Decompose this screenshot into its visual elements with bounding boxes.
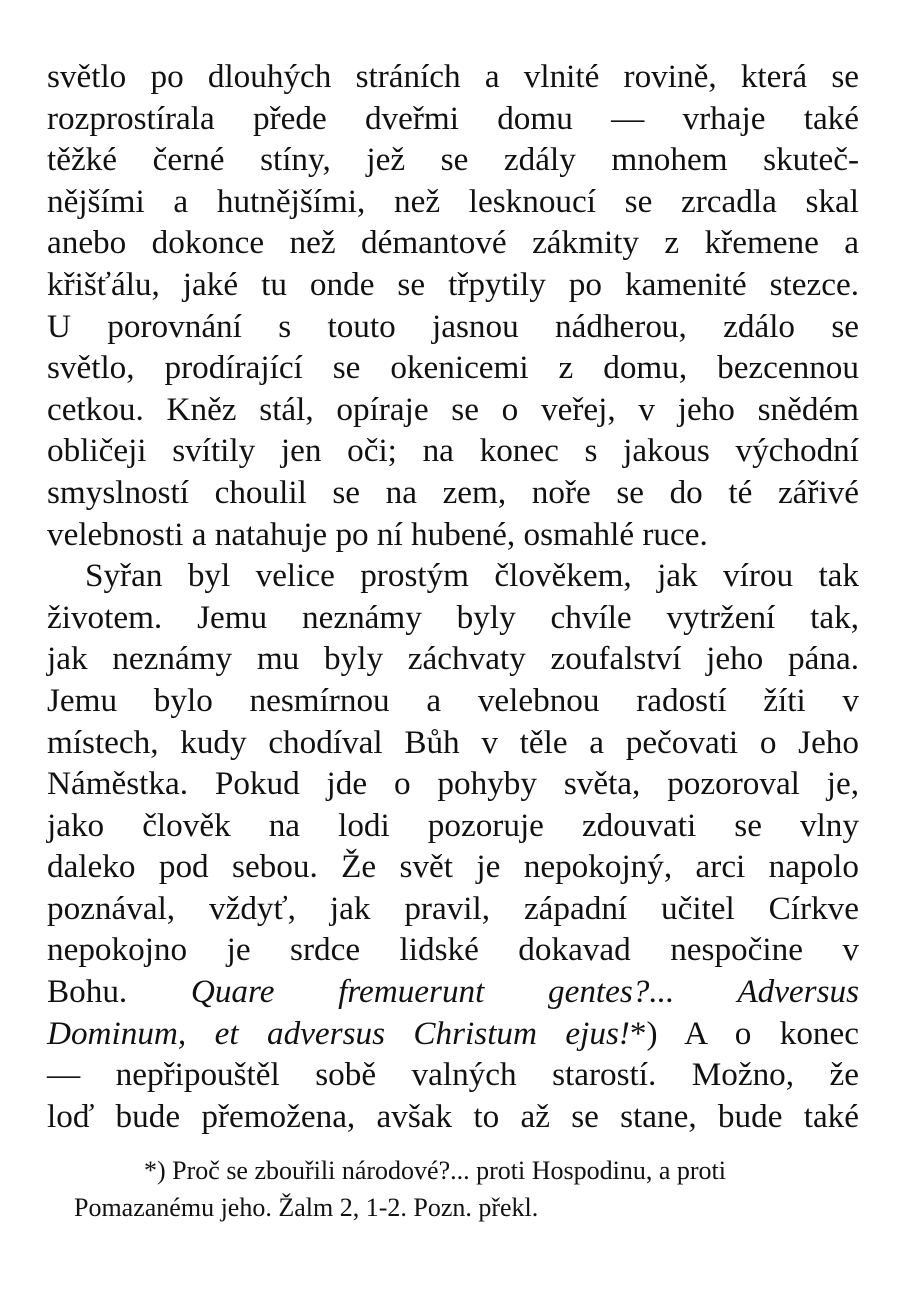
text-line-latin-quote: [47, 971, 859, 1013]
text-segment: Bohu.: [47, 973, 191, 1011]
text-line: Syřan byl velice prostým člověkem, jak vírou tak: [85, 557, 859, 595]
text-line: nepokojno je srdce lidské dokavad nespočine v: [47, 931, 859, 969]
latin-quote: Quare fremuerunt gentes?... Adversus: [190, 973, 859, 1011]
text-line: nějšími a hutnějšími, než lesknoucí se zrcadla skal: [47, 182, 859, 220]
text-line: křišťálu, jaké tu onde se třpytily po kamenité stezce.: [47, 265, 859, 303]
text-line: jako člověk na lodi pozoruje zdouvati se vlny: [47, 806, 859, 844]
text-line: poznával, vždyť, jak pravil, západní učitel Církve: [47, 889, 859, 927]
text-line: U porovnání s touto jasnou nádherou, zdálo se: [47, 307, 859, 345]
text-line: Jemu bylo nesmírnou a velebnou radostí žíti v: [47, 681, 859, 719]
paragraph-1: [47, 56, 859, 555]
footnote: [74, 1152, 834, 1226]
text-line: světlo po dlouhých stráních a vlnité rovině, která se: [47, 58, 859, 95]
text-line: životem. Jemu neznámy byly chvíle vytržení tak,: [47, 598, 859, 636]
text-line: těžké černé stíny, jež se zdály mnohem skuteč-: [47, 141, 859, 179]
text-line: cetkou. Kněz stál, opíraje se o veřej, v jeho snědém: [47, 390, 859, 428]
text-line: daleko pod sebou. Že svět je nepokojný, arci napolo: [47, 848, 859, 886]
text-line: místech, kudy chodíval Bůh v těle a pečovati o Jeho: [47, 723, 859, 761]
text-line: velebnosti a natahuje po ní hubené, osmahlé ruce.: [47, 515, 708, 553]
text-line: obličeji svítily jen oči; na konec s jakous východní: [47, 432, 859, 470]
text-line: světlo, prodírající se okenicemi z domu, bezcennou: [47, 349, 859, 387]
text-line: smyslností choulil se na zem, noře se do té zářivé: [47, 473, 859, 511]
text-line: loď bude přemožena, avšak to až se stane, bude také: [47, 1097, 859, 1135]
text-line: rozprostírala přede dveřmi domu — vrhaje také: [47, 99, 859, 137]
footnote-line: *) Proč se zbouřili národové?... proti Hospodinu, a proti: [144, 1156, 726, 1185]
text-line: anebo dokonce než démantové zákmity z křemene a: [47, 224, 859, 262]
text-line-latin-quote: [47, 1013, 859, 1055]
latin-quote: Dominum, et adversus Christum ejus!: [47, 1014, 630, 1052]
page-body: [47, 56, 859, 1137]
text-line: Náměstka. Pokud jde o pohyby světa, pozoroval je,: [47, 765, 859, 803]
paragraph-2: [47, 555, 859, 1137]
text-line: — nepřipouštěl sobě valných starostí. Možno, že: [47, 1056, 859, 1094]
text-line: jak neznámy mu byly záchvaty zoufalství jeho pána.: [47, 640, 859, 678]
footnote-reference: *) A o konec: [629, 1014, 859, 1052]
footnote-line: Pomazanému jeho. Žalm 2, 1-2. Pozn. překl.: [74, 1193, 539, 1222]
